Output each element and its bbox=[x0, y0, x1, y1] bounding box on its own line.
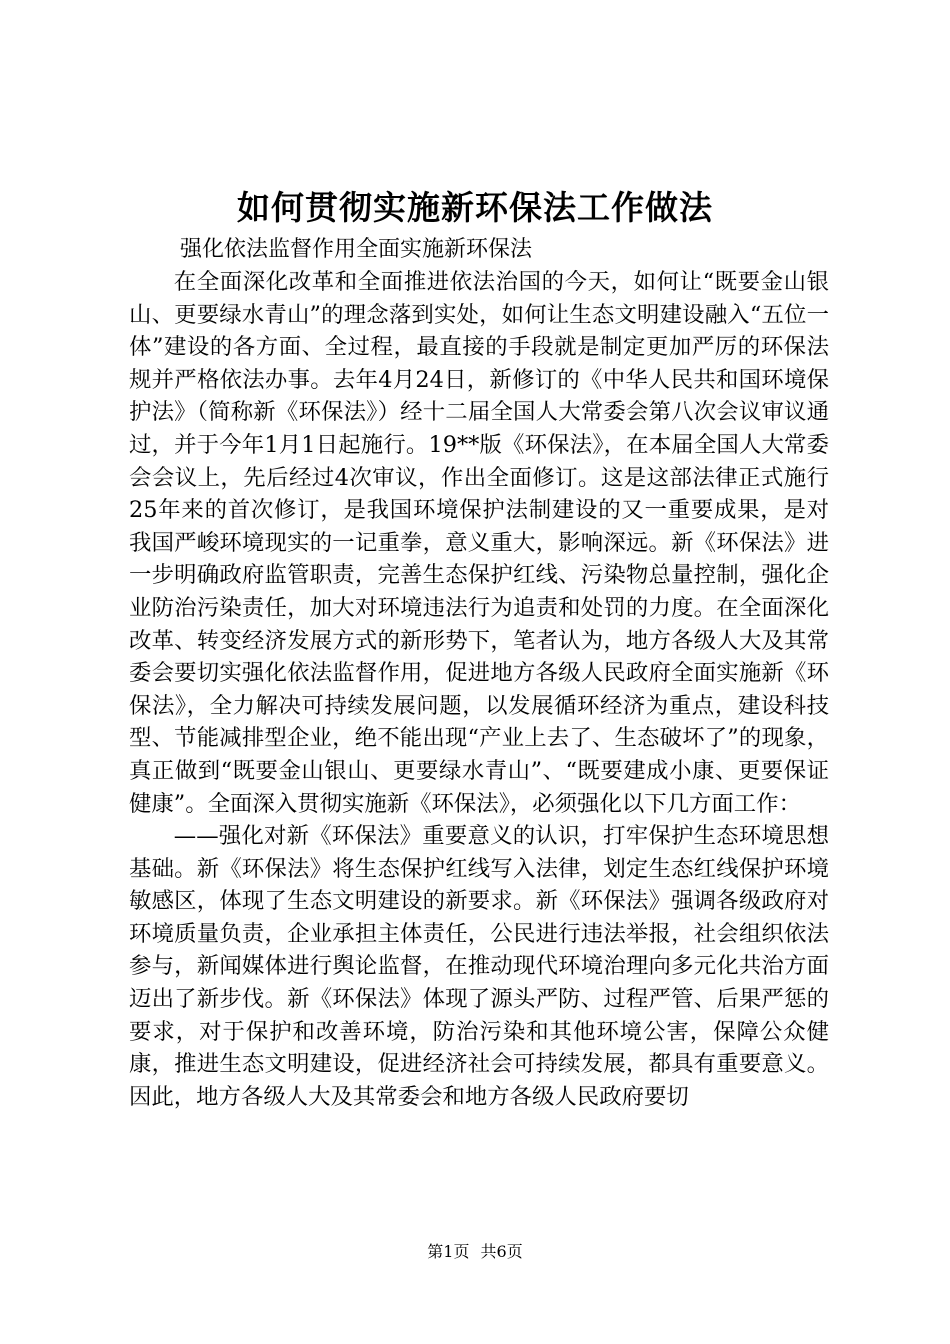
page-footer bbox=[0, 1240, 950, 1264]
document-title: 如何贯彻实施新环保法工作做法 bbox=[237, 188, 713, 227]
paragraph: 在全面深化改革和全面推进依法治国的今天，如何让“既要金山银山、更要绿水青山”的理念落到实处，如何让生态文明建设融入“五位一体”建设的各方面、全过程，最直接的手段就是制定更加严厉的环保法规并严格依法办事。去年4月24日，新修订的《中华人民共和国环境保护法》（简称新《环保法》）经十二届全国人大常委会第八次会议审议通过，并于今年1月1日起施行。19**版《环保法》，在本届全国人大常委会会议上，先后经过4次审议，作出全面修订。这是这部法律正式施行25年来的首次修订，是我国环境保护法制建设的又一重要成果，是对我国严峻环境现实的一记重拳，意义重大，影响深远。新《环保法》进一步明确政府监管职责，完善生态保护红线、污染物总量控制，强化企业防治污染责任，加大对环境违法行为追责和处罚的力度。在全面深化改革、转变经济发展方式的新形势下，笔者认为，地方各级人大及其常委会要切实强化依法监督作用，促进地方各级人民政府全面实施新《环保法》，全力解决可持续发展问题，以发展循环经济为重点，建设科技型、节能减排型企业，绝不能出现“产业上去了、生态破坏了”的现象，真正做到“既要金山银山、更要绿水青山”、“既要建成小康、更要保证健康”。全面深入贯彻实施新《环保法》，必须强化以下几方面工作： bbox=[129, 269, 829, 817]
page-total: 共6页 bbox=[480, 1242, 523, 1261]
document-subtitle: 强化依法监督作用全面实施新环保法 bbox=[180, 237, 533, 262]
document-body bbox=[129, 266, 829, 1113]
page-number: 第1页 bbox=[427, 1242, 470, 1261]
paragraph: ——强化对新《环保法》重要意义的认识，打牢保护生态环境思想基础。新《环保法》将生态保护红线写入法律，划定生态红线保护环境敏感区，体现了生态文明建设的新要求。新《环保法》强调各级政府对环境质量负责，企业承担主体责任，公民进行违法举报，社会组织依法参与，新闻媒体进行舆论监督，在推动现代环境治理向多元化共治方面迈出了新步伐。新《环保法》体现了源头严防、过程严管、后果严惩的要求，对于保护和改善环境，防治污染和其他环境公害，保障公众健康，推进生态文明建设，促进经济社会可持续发展，都具有重要意义。因此，地方各级人大及其常委会和地方各级人民政府要切 bbox=[129, 823, 829, 1110]
